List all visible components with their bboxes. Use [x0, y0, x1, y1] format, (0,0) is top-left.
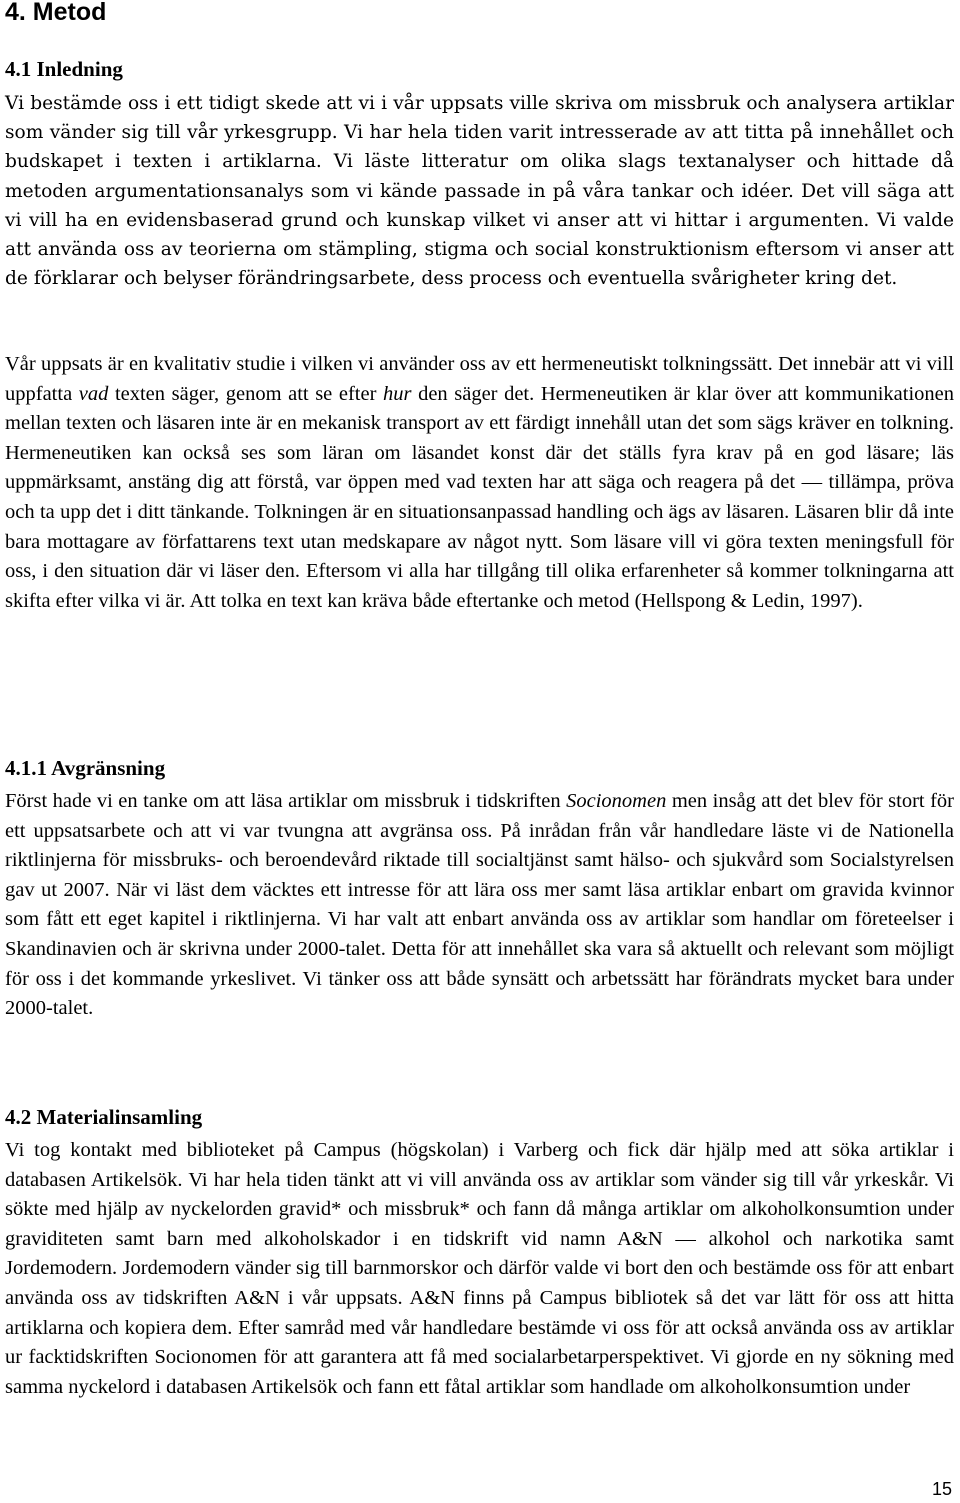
paragraph-text: den säger det. Hermeneutiken är klar över att kommunikationen mellan texten och läsaren inte är en mekanisk transport av ett färdigt innehåll utan det som sägs kräver en tolkning. Hermeneutiken kan också ses som läran om läsandet konst där det ställs fyra krav på en god läsare; läs uppmärksamt, anstäng dig att förstå, var öppen med vad texten har att säga och reagera på det — tillämpa, pröva och ta upp det i ditt tänkande. Tolkningen är en situationsanpassad handling och ägs av läsaren. Läsaren blir då inte bara mottagare av författarens text utan medskapare av något nytt. Som läsare vill vi göra texten meningsfull för oss, i den situation där vi läser den. Eftersom vi alla har tillgång till olika erfarenheter så kommer tolkningarna att skifta efter vilka vi är. Att tolka en text kan kräva både eftertanke och metod (Hellspong & Ledin, 1997). [5, 382, 954, 612]
paragraph-inledning-2 [5, 350, 954, 616]
paragraph-text: Först hade vi en tanke om att läsa artiklar om missbruk i tidskriften [5, 790, 567, 812]
chapter-title: 4. Metod [5, 0, 107, 26]
paragraph-avgransning [5, 787, 954, 1024]
paragraph-text: texten säger, genom att se efter [108, 382, 383, 405]
emphasis-vad: vad [78, 382, 109, 405]
paragraph-materialinsamling: Vi tog kontakt med biblioteket på Campus (högskolan) i Varberg och fick där hjälp med att söka artiklar i databasen Artikelsök. Vi har hela tiden tänkt att vi vill använda oss av artiklar som vänder sig till vår yrkeskår. Vi sökte med hjälp av nyckelorden gravid* och missbruk* och fann då många artiklar om alkoholkonsumtion under graviditeten samt barn med alkoholskador i en tidskrift vid namn A&N — alkohol och narkotika samt Jordemodern. Jordemodern vänder sig till barnmorskor och därför valde vi bort den och bestämde oss för att enbart använda oss av tidskriften A&N i vår uppsats. A&N finns på Campus bibliotek så det var lätt för oss att hitta artiklarna och kopiera dem. Efter samråd med vår handledare bestämde vi oss för att också använda oss av artiklar ur facktidskriften Socionomen för att garantera att få med socialarbetarperspektivet. Vi gjorde en ny sökning med samma nyckelord i databasen Artikelsök och fann ett fåtal artiklar som handlade om alkoholkonsumtion under [5, 1139, 954, 1398]
paragraph-inledning-1: Vi bestämde oss i ett tidigt skede att vi i vår uppsats ville skriva om missbruk och analysera artiklar som vänder sig till vår yrkesgrupp. Vi har hela tiden varit intresserade av att titta på innehållet och budskapet i texten i artiklarna. Vi läste litteratur om olika slags textanalyser och hittade då metoden argumentationsanalys som vi kände passade in på våra tankar och idéer. Det vill säga att vi vill ha en evidensbaserad grund och kunskap vilket vi anser att vi hittar i argumenten. Vi valde att använda oss av teorierna om stämpling, stigma och social konstruktionism eftersom vi anser att de förklarar och belyser förändringsarbete, dess process och eventuella svårigheter kring det. [5, 93, 954, 290]
emphasis-socionomen: Socionomen [566, 790, 667, 812]
section-heading-avgransning: 4.1.1 Avgränsning [5, 756, 166, 780]
paragraph-text: men insåg att det blev för stort för ett uppsatsarbete och att vi var tvungna att avgränsa oss. På inrådan från vår handledare läste vi de Nationella riktlinjerna för missbruks- och beroendevård riktade till socialtjänst samt hälso- och sjukvård som Socialstyrelsen gav ut 2007. När vi läst dem väcktes ett intresse för att lära oss mer samt läsa artiklar enbart om gravida kvinnor som fått ett eget kapitel i riktlinjerna. Vi har valt att enbart använda oss av artiklar som handlar om företeelser i Skandinavien och är skrivna under 2000-talet. Detta för att innehållet ska vara så aktuellt och relevant som möjligt för oss i det kommande yrkeslivet. Vi tänker oss att både synsätt och arbetssätt har förändrats mycket bara under 2000-talet. [5, 790, 955, 1020]
paragraph-text: Vår uppsats är en kvalitativ studie i vilken vi använder oss av ett hermeneutiskt tolkningssätt. Det innebär att vi vill uppfatta [5, 353, 954, 405]
section-heading-inledning: 4.1 Inledning [5, 57, 123, 81]
section-heading-materialinsamling: 4.2 Materialinsamling [5, 1105, 203, 1129]
page-number: 15 [932, 1479, 953, 1499]
emphasis-hur: hur [383, 382, 412, 405]
